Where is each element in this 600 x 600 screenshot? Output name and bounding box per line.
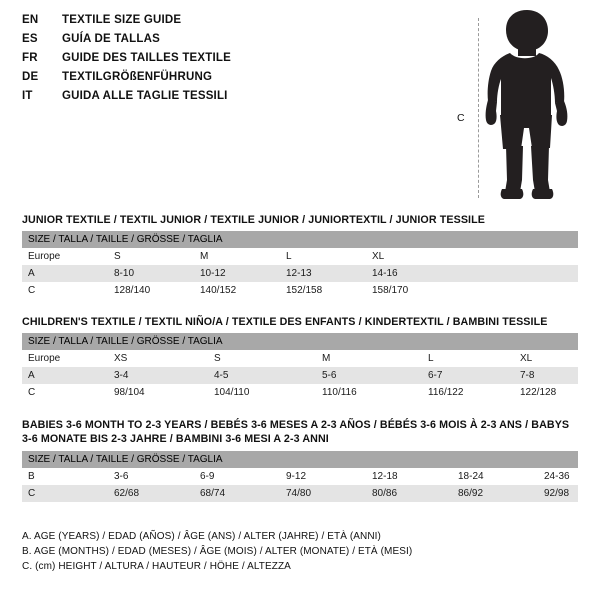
cell: 10-12	[194, 265, 280, 282]
cell: 6-7	[422, 367, 514, 384]
header-row	[22, 90, 442, 109]
cell: 6-9	[194, 468, 280, 485]
row-label: A	[22, 367, 108, 384]
table-row	[22, 468, 578, 485]
table-header-label: SIZE / TALLA / TAILLE / GRÖSSE / TAGLIA	[22, 333, 578, 350]
section-babies	[22, 418, 578, 502]
language-code: ES	[22, 33, 38, 45]
cell: 158/170	[366, 282, 578, 299]
cell: S	[108, 248, 194, 265]
table-header-label: SIZE / TALLA / TAILLE / GRÖSSE / TAGLIA	[22, 231, 578, 248]
cell: 14-16	[366, 265, 578, 282]
header	[22, 14, 442, 109]
cell: 86/92	[452, 485, 538, 502]
children-size-table	[22, 333, 578, 401]
table-row	[22, 265, 578, 282]
figure-area	[444, 8, 592, 206]
language-code: EN	[22, 14, 39, 26]
cell: 8-10	[108, 265, 194, 282]
row-label: A	[22, 265, 108, 282]
section-children	[22, 316, 578, 401]
row-label: B	[22, 468, 108, 485]
cell: XL	[514, 350, 578, 367]
page-title-es: GUÍA DE TALLAS	[62, 33, 160, 45]
page-title-it: GUIDA ALLE TAGLIE TESSILI	[62, 90, 228, 102]
row-label: C	[22, 384, 108, 401]
cell: 18-24	[452, 468, 538, 485]
cell: 68/74	[194, 485, 280, 502]
cell: L	[280, 248, 366, 265]
cell: 3-6	[108, 468, 194, 485]
legend-line-c: C. (cm) HEIGHT / ALTURA / HAUTEUR / HÖHE / ALTEZZA	[22, 561, 291, 572]
language-code: FR	[22, 52, 38, 64]
section-title: JUNIOR TEXTILE / TEXTIL JUNIOR / TEXTILE JUNIOR / JUNIORTEXTIL / JUNIOR TESSILE	[22, 214, 485, 226]
cell: XS	[108, 350, 208, 367]
cell: 140/152	[194, 282, 280, 299]
table-header-row	[22, 231, 578, 248]
table-row	[22, 384, 578, 401]
cell: 110/116	[316, 384, 422, 401]
table-row	[22, 282, 578, 299]
cell: M	[194, 248, 280, 265]
cell: S	[208, 350, 316, 367]
page-title-fr: GUIDE DES TAILLES TEXTILE	[62, 52, 231, 64]
legend-line-a: A. AGE (YEARS) / EDAD (AÑOS) / ÂGE (ANS) / ALTER (JAHRE) / ETÀ (ANNI)	[22, 531, 381, 542]
cell: L	[422, 350, 514, 367]
cell: 12-13	[280, 265, 366, 282]
cell: 92/98	[538, 485, 578, 502]
cell: 116/122	[422, 384, 514, 401]
row-label: C	[22, 282, 108, 299]
row-label: Europe	[22, 248, 108, 265]
table-row	[22, 367, 578, 384]
cell: 9-12	[280, 468, 366, 485]
header-row	[22, 71, 442, 90]
cell: 3-4	[108, 367, 208, 384]
table-header-row	[22, 333, 578, 350]
page-title-de: TEXTILGRÖßENFÜHRUNG	[62, 71, 213, 83]
cell: 80/86	[366, 485, 452, 502]
cell: 74/80	[280, 485, 366, 502]
row-label: Europe	[22, 350, 108, 367]
section-title: CHILDREN'S TEXTILE / TEXTIL NIÑO/A / TEXTILE DES ENFANTS / KINDERTEXTIL / BAMBINI TESSILE	[22, 316, 548, 328]
language-code: IT	[22, 90, 33, 102]
height-guide-line	[478, 18, 479, 198]
cell: 4-5	[208, 367, 316, 384]
table-header-row	[22, 451, 578, 468]
cell: 7-8	[514, 367, 578, 384]
cell: 24-36	[538, 468, 578, 485]
table-header-label: SIZE / TALLA / TAILLE / GRÖSSE / TAGLIA	[22, 451, 578, 468]
header-row	[22, 14, 442, 33]
cell: 122/128	[514, 384, 578, 401]
header-row	[22, 52, 442, 71]
legend-line-b: B. AGE (MONTHS) / EDAD (MESES) / ÂGE (MOIS) / ALTER (MONATE) / ETÀ (MESI)	[22, 546, 413, 557]
header-row	[22, 33, 442, 52]
junior-size-table	[22, 231, 578, 299]
cell: 152/158	[280, 282, 366, 299]
section-title: BABIES 3-6 MONTH TO 2-3 YEARS / BEBÉS 3-6 MESES A 2-3 AÑOS / BÉBÉS 3-6 MOIS À 2-3 ANS / BABYS 3-6 MONATE BIS 2-3 JAHRE / BAMBINI 3-6 MESI A 2-3 ANNI	[22, 419, 570, 445]
cell: 128/140	[108, 282, 194, 299]
cell: M	[316, 350, 422, 367]
measure-label-c: C	[457, 112, 465, 124]
legend	[22, 531, 582, 576]
cell: 104/110	[208, 384, 316, 401]
language-code: DE	[22, 71, 39, 83]
table-row	[22, 350, 578, 367]
cell: 98/104	[108, 384, 208, 401]
page-title: TEXTILE SIZE GUIDE	[62, 14, 182, 26]
babies-size-table	[22, 451, 578, 502]
cell: 12-18	[366, 468, 452, 485]
table-row	[22, 485, 578, 502]
cell: 62/68	[108, 485, 194, 502]
row-label: C	[22, 485, 108, 502]
cell: 5-6	[316, 367, 422, 384]
toddler-silhouette-icon	[444, 8, 592, 206]
cell: XL	[366, 248, 578, 265]
table-row	[22, 248, 578, 265]
section-junior	[22, 214, 578, 299]
